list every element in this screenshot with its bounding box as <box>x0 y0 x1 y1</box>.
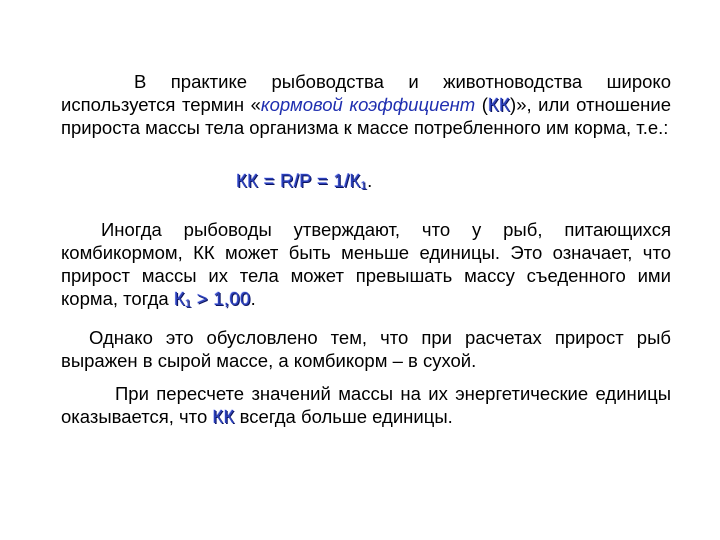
paragraph2-end: . <box>250 288 256 309</box>
formula-k1-rest: > 1,00 <box>191 288 251 309</box>
paragraph4-text-before: При пересчете значений массы на их энергетические единицы оказывается, что <box>61 383 671 427</box>
paragraph-wet-dry-mass <box>61 326 671 372</box>
paragraph4-text-after: всегда больше единицы. <box>234 406 453 427</box>
formula-k1-main <box>174 288 251 309</box>
formula-kk-end: . <box>367 170 373 191</box>
abbr-kk-energy: КК <box>212 406 235 427</box>
paragraph-energy-units <box>61 382 671 428</box>
paragraph1-paren-close: ) <box>510 94 517 115</box>
formula-k1-subscript: 1 <box>184 298 192 310</box>
formula-k1-letter: К <box>173 288 185 309</box>
paragraph-feed-coefficient-definition <box>61 70 671 139</box>
paragraph3-text: Однако это обусловлено тем, что при расчетах прирост рыб выражен в сырой массе, а комбикорм – в сухой. <box>61 327 671 371</box>
paragraph1-text-after: », или отношение прироста массы тела организма к массе потребленного им корма, т.е.: <box>61 94 671 138</box>
paragraph-fish-farmers-claim <box>61 218 671 316</box>
formula-kk-main: КК = R/P = 1/К <box>236 170 361 191</box>
paragraph1-paren-open: ( <box>475 94 488 115</box>
term-feed-coefficient: кормовой коэффициент <box>260 94 476 115</box>
paragraph2-text: Иногда рыбоводы утверждают, что у рыб, питающихся комбикормом, КК может быть меньше единицы. Это означает, что прирост массы их тела может превышать массу съеденного ими корма, тогда <box>61 219 671 309</box>
formula-kk-subscript: 1 <box>360 180 368 192</box>
abbr-kk: КК <box>487 94 511 115</box>
formula-kk <box>61 169 671 198</box>
slide-body <box>61 70 671 428</box>
paragraph1-text-before: В практике рыбоводства и животноводства широко используется термин « <box>61 71 671 115</box>
